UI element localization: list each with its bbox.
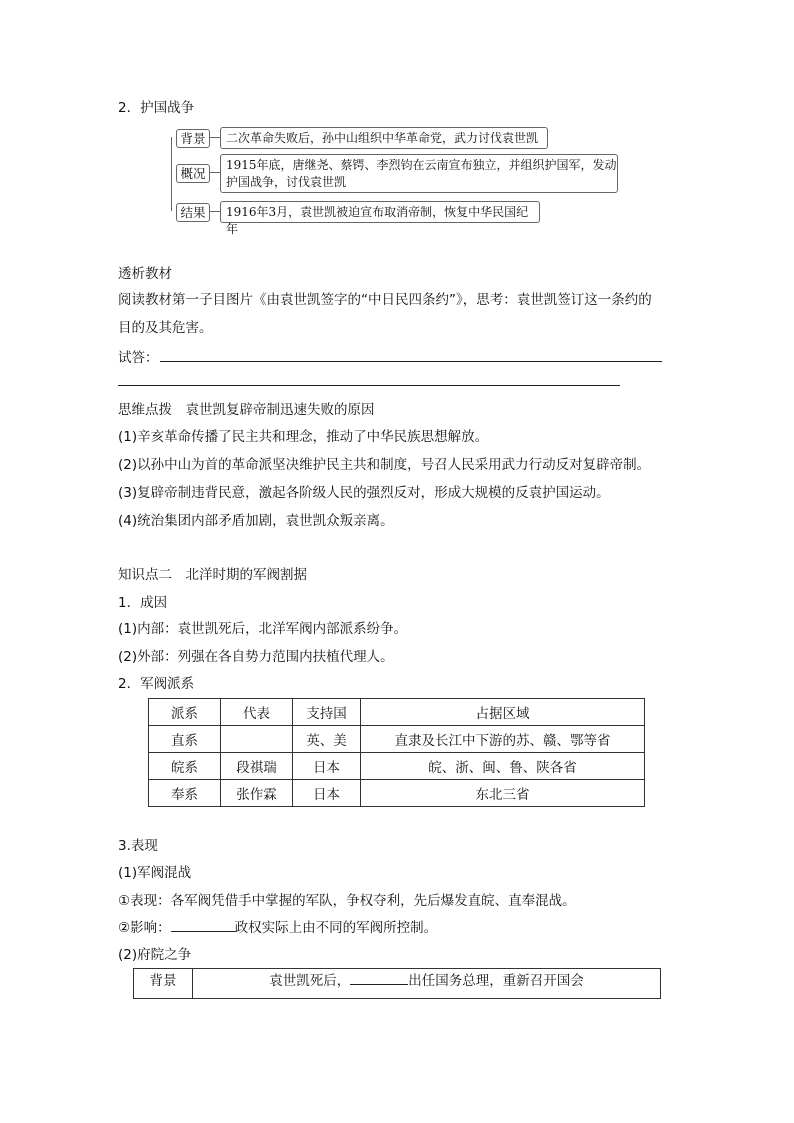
answer-label: 试答：	[118, 350, 159, 366]
table-cell: 直系	[149, 726, 221, 753]
table-cell: 皖、浙、闽、鲁、陕各省	[361, 753, 645, 780]
section-title: 2．护国战争	[118, 100, 195, 116]
cause-title: 1．成因	[118, 595, 168, 611]
warlord-factions-table	[148, 698, 645, 807]
table-header: 占据区域	[361, 699, 645, 726]
thinking-point: (3)复辟帝制违背民意，激起各阶级人民的强烈反对，形成大规模的反袁护国运动。	[118, 485, 610, 501]
table-header: 支持国	[293, 699, 361, 726]
diagram-text-overview-line2: 护国战争，讨伐袁世凯	[226, 175, 347, 189]
analysis-heading: 透析教材	[118, 266, 172, 282]
dispute-table	[133, 968, 661, 999]
diagram-text-overview-line1: 1915年底，唐继尧、蔡锷、李烈钧在云南宣布独立，并组织护国军，发动	[226, 158, 617, 172]
diagram-label-result: 结果	[176, 203, 210, 222]
thinking-point: (4)统治集团内部矛盾加剧，袁世凯众叛亲离。	[118, 513, 394, 529]
dispute-suffix: 出任国务总理，重新召开国会	[408, 973, 584, 989]
table-cell: 日本	[293, 780, 361, 807]
dispute-blank[interactable]	[350, 984, 408, 985]
factions-title: 2．军阀派系	[118, 676, 195, 692]
diagram-text-background: 二次革命失败后，孙中山组织中华革命党，武力讨伐袁世凯	[226, 131, 539, 145]
table-cell: 段祺瑞	[221, 753, 293, 780]
table-cell: 张作霖	[221, 780, 293, 807]
diagram-connector	[209, 137, 220, 138]
answer-blank-line-1[interactable]	[160, 361, 662, 362]
table-cell: 奉系	[149, 780, 221, 807]
table-header: 派系	[149, 699, 221, 726]
table-row	[149, 753, 645, 780]
diagram-bracket-line	[171, 137, 173, 211]
table-cell: 皖系	[149, 753, 221, 780]
analysis-question-line1: 阅读教材第一子目图片《由袁世凯签字的“中日民四条约”》，思考：袁世凯签订这一条约的	[118, 292, 652, 308]
table-cell: 东北三省	[361, 780, 645, 807]
table-cell: 英、美	[293, 726, 361, 753]
melee-effect-prefix: ②影响：	[118, 920, 171, 936]
diagram-label-overview: 概况	[176, 164, 210, 183]
melee-title: (1)军阀混战	[118, 865, 192, 881]
dispute-content	[193, 969, 660, 998]
dispute-prefix: 袁世凯死后，	[269, 973, 351, 989]
thinking-point: (1)辛亥革命传播了民主共和理念，推动了中华民族思想解放。	[118, 429, 489, 445]
table-row	[149, 726, 645, 753]
table-header-row	[149, 699, 645, 726]
answer-blank-line-2[interactable]	[118, 385, 620, 386]
diagram-box-result	[220, 201, 540, 236]
table-cell: 直隶及长江中下游的苏、赣、鄂等省	[361, 726, 645, 753]
melee-effect-suffix: 政权实际上由不同的军阀所控制。	[234, 920, 438, 936]
diagram-connector	[209, 172, 220, 173]
diagram-label-background: 背景	[176, 129, 210, 148]
knowledge-heading: 知识点二 北洋时期的军阀割据	[118, 567, 307, 583]
dispute-label: 背景	[134, 969, 193, 998]
table-cell: 日本	[293, 753, 361, 780]
diagram-connector	[209, 211, 220, 212]
table-cell-blank[interactable]	[221, 726, 293, 753]
melee-show: ①表现：各军阀凭借手中掌握的军队，争权夺利，先后爆发直皖、直奉混战。	[118, 893, 576, 909]
melee-effect	[118, 916, 437, 936]
thinking-heading: 思维点拨 袁世凯复辟帝制迅速失败的原因	[118, 402, 375, 418]
diagram-box-background	[220, 127, 548, 149]
cause-external: (2)外部：列强在各自势力范围内扶植代理人。	[118, 649, 394, 665]
analysis-question-line2: 目的及其危害。	[118, 320, 213, 336]
table-row	[149, 780, 645, 807]
melee-effect-blank[interactable]	[171, 931, 235, 932]
performance-title: 3.表现	[118, 838, 158, 854]
diagram-box-overview	[220, 154, 618, 193]
dispute-title: (2)府院之争	[118, 947, 192, 963]
thinking-point: (2)以孙中山为首的革命派坚决维护民主共和制度，号召人民采用武力行动反对复辟帝制。	[118, 457, 651, 473]
diagram-text-result: 1916年3月，袁世凯被迫宣布取消帝制，恢复中华民国纪年	[226, 205, 529, 236]
table-header: 代表	[221, 699, 293, 726]
cause-internal: (1)内部：袁世凯死后，北洋军阀内部派系纷争。	[118, 621, 408, 637]
